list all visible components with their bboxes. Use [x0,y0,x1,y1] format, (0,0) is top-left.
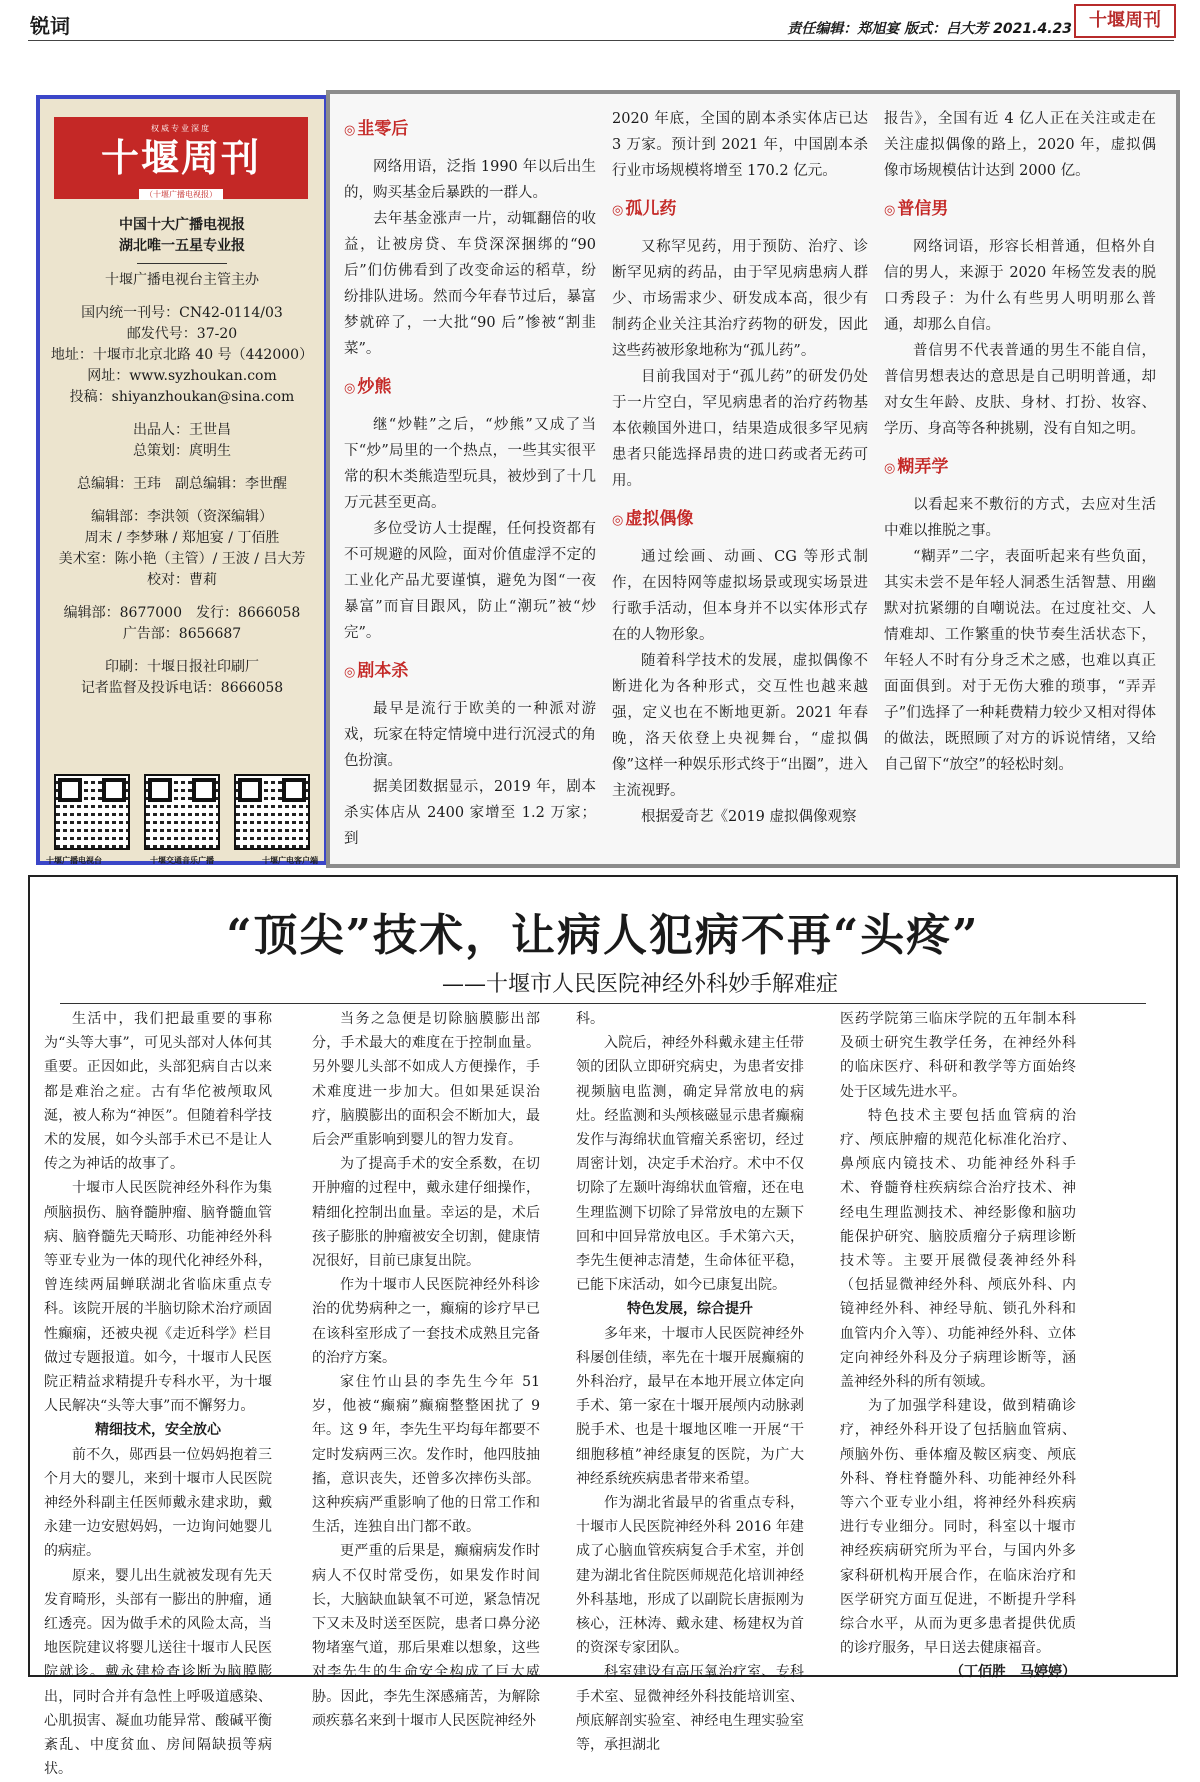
article-column-1 [44,1007,272,1782]
term-paragraph: 网络用语，泛指 1990 年以后出生的，购买基金后暴跌的一群人。 [344,159,596,201]
section-heading: 精细技术，安全放心 [95,1422,221,1439]
bullet-icon: ◎ [884,461,896,476]
article-paragraph: 科室建设有高压氧治疗室、专科手术室、显微神经外科技能培训室、颅底解剖实验室、神经电生理实验室等，承担湖北 [576,1664,804,1754]
masthead-title: 十堰周刊 [100,135,261,180]
article-column-3 [576,1007,804,1757]
printer: 印刷：十堰日报社印刷厂 [105,659,259,675]
article-divider [60,1003,1146,1004]
bullet-icon: ◎ [344,381,356,396]
terms-column-1 [344,106,596,852]
qr-code-radio[interactable] [144,774,220,850]
term-heading: ◎ 虚拟偶像 [612,509,694,529]
terms-column-3 [884,106,1156,778]
website[interactable]: 网址：www.syzhoukan.com [87,368,277,384]
bullet-icon: ◎ [344,123,356,138]
masthead-subtitle: （十堰广播电视报） [139,189,223,200]
term-paragraph: 网络词语，形容长相普通，但格外自信的男人，来源于 2020 年杨笠发表的脱口秀段子：为什么有些男人明明那么普通，却那么自信。 [884,239,1156,333]
article-paragraph: 作为湖北省最早的省重点专科，十堰市人民医院神经外科 2016 年建成了心脑血管疾病复合手术室，并创建为湖北省住院医师规范化培训神经外科基地，形成了以副院长唐振刚为核心，汪林涛、戴永建、杨建权为首的资深专家团队。 [576,1495,804,1657]
term-paragraph: 多位受访人士提醒，任何投资都有不可规避的风险，面对价值虚浮不定的工业化产品尤要谨慎，避免为图“一夜暴富”而盲目跟风，防止“潮玩”被“炒完”。 [344,521,596,641]
term-paragraph: 随着科学技术的发展，虚拟偶像不断进化为各种形式，交互性也越来越强，定义也在不断地更新。2021 年春晚，洛天依登上央视舞台，“虚拟偶像”这样一种娱乐形式终于“出圈”，进入主流视野。 [612,653,868,799]
term-paragraph: 据美团数据显示，2019 年，剧本杀实体店从 2400 家增至 1.2 万家；到 [344,779,596,847]
article-paragraph: 入院后，神经外科戴永建主任带领的团队立即研究病史，为患者安排视频脑电监测，确定异常放电的病灶。经监测和头颅核磁显示患者癫痫发作与海绵状血管瘤关系密切，经过周密计划，决定手术治疗。术中不仅切除了左颞叶海绵状血管瘤，还在电生理监测下切除了异常放电的左颞下回和中回异常放电区。手术第六天，李先生便神志清楚，生命体征平稳，已能下床活动，如今已康复出院。 [576,1035,804,1294]
masthead-slogan: 权威专业深度 [151,124,211,133]
article-paragraph: 科。 [576,1011,604,1027]
masthead-divider [137,263,227,264]
term-paragraph: 以看起来不敷衍的方式，去应对生活中难以推脱之事。 [884,497,1156,539]
complaint-line: 记者监督及投诉电话：8666058 [80,680,284,696]
term-heading: ◎ 炒熊 [344,377,392,397]
term-paragraph: 根据爱奇艺《2019 虚拟偶像观察 [641,809,857,825]
term-paragraph: 通过绘画、动画、CG 等形式制作，在因特网等虚拟场景或现实场景进行歌手活动，但本身并不以实体形式存在的人物形象。 [612,549,868,643]
term-paragraph: 普信男不代表普通的男生不能自信，普信男想表达的意思是自己明明普通，却对女生年龄、皮肤、身材、打扮、妆容、学历、身高等各种挑剔，没有自知之明。 [884,343,1156,437]
qr-code-app[interactable] [234,774,310,850]
cn-number: 国内统一刊号：CN42-0114/03 [81,305,283,321]
qr-label: 十堰交通音乐广播 [150,856,214,865]
term-paragraph: 去年基金涨声一片，动辄翻倍的收益，让被房贷、车贷深深捆绑的“90后”们仿佛看到了改变命运的稻草，纷纷排队进场。然而今年春节过后，暴富梦就碎了，一大批“90 后”惨被“割韭菜”。 [344,211,596,357]
art-dept: 美术室：陈小艳（主管）/ 王波 / 吕大芳 [58,551,306,567]
term-paragraph: 继“炒鞋”之后，“炒熊”又成了当下“炒”局里的一个热点，一些其实很平常的积木类熊造型玩具，被炒到了十几万元甚至更高。 [344,417,596,511]
term-heading: ◎ 糊弄学 [884,457,949,477]
article-column-2 [312,1007,540,1733]
term-heading: ◎ 孤儿药 [612,199,677,219]
article-paragraph: 家住竹山县的李先生今年 51 岁，他被“癫痫”癫痫整整困扰了 9 年。这 9 年，李先生平均每年都要不定时发病两三次。发作时，他四肢抽搐，意识丧失，还曾多次摔伤头部。这种疾病严重影响了他的日常工作和生活，连独自出门都不敢。 [312,1374,540,1536]
article-paragraph: 生活中，我们把最重要的事称为“头等大事”，可见头部对人体何其重要。正因如此，头部犯病自古以来都是难治之症。古有华佗被颅取风涎，被人称为“神医”。但随着科学技术的发展，如今头部手术已不是让人传之为神话的故事了。 [44,1011,272,1173]
term-paragraph: 2020 年底，全国的剧本杀实体店已达 3 万家。预计到 2021 年，中国剧本杀行业市场规模将增至 170.2 亿元。 [612,111,868,179]
term-heading: ◎ 普信男 [884,199,949,219]
masthead-panel [36,95,328,865]
article-paragraph: 为了提高手术的安全系数，在切开肿瘤的过程中，戴永建仔细操作，精细化控制出血量。幸运的是，术后孩子膨胀的肿瘤被安全切割，健康情况很好，目前已康复出院。 [312,1156,540,1270]
phone-line-1: 编辑部：8677000 发行：8666058 [63,605,301,621]
masthead-info [40,215,324,699]
planner: 总策划：庹明生 [133,443,231,459]
publisher: 出品人：王世昌 [133,422,231,438]
article-paragraph: 当务之急便是切除脑膜膨出部分，手术最大的难度在于控制血量。另外婴儿头部不如成人方便操作，手术难度进一步加大。但如果延误治疗，脑膜膨出的面积会不断加大，最后会严重影响到婴儿的智力发育。 [312,1011,540,1149]
editorial-dept: 编辑部：李洪领（资深编辑） [91,509,273,525]
qr-code-row [54,774,310,850]
article-paragraph: 十堰市人民医院神经外科作为集颅脑损伤、脑脊髓肿瘤、脑脊髓血管病、脑脊髓先天畸形、功能神经外科等亚专业为一体的现代化神经外科，曾连续两届蝉联湖北省临床重点专科。该院开展的半脑切除术治疗顽固性癫痫，还被央视《走近科学》栏目做过专题报道。如今，十堰市人民医院正精益求精提升专科水平，为十堰人民解决“头等大事”而不懈努力。 [44,1180,272,1415]
bullet-icon: ◎ [344,665,356,680]
qr-label: 十堰广电客户端 [262,856,318,865]
post-code: 邮发代号：37-20 [126,326,238,342]
section-label: 锐词 [30,14,70,38]
email[interactable]: 投稿：shiyanzhoukan@sina.com [69,389,295,405]
article-paragraph: 更严重的后果是，癫痫病发作时病人不仅时常受伤，如果发作时间长，大脑缺血缺氧不可逆，紧急情况下又未及时送至医院，患者口鼻分泌物堵塞气道，那后果难以想象，这些对李先生的生命安全构成了巨大威胁。因此，李先生深感痛苦，为解除顽疾慕名来到十堰市人民医院神经外 [312,1543,540,1729]
article-byline: （丁佰胜 马婷婷） [950,1664,1076,1681]
header-brand: 十堰周刊 [1074,4,1176,38]
article-paragraph: 原来，婴儿出生就被发现有先天发育畸形，头部有一膨出的肿瘤，通红透亮。因为做手术的风险太高，当地医院建议将婴儿送往十堰市人民医院就诊。戴永建检查诊断为脑膜膨出，同时合并有急性上呼吸道感染、心肌损害、凝血功能异常、酸碱平衡紊乱、中度贫血、房间隔缺损等病状。 [44,1567,272,1778]
sponsor-line: 十堰广播电视台主管主办 [105,272,259,288]
masthead-logo [54,117,308,199]
phone-line-2: 广告部：8656687 [122,626,242,642]
article-paragraph: 特色技术主要包括血管病的治疗、颅底肿瘤的规范化标准化治疗、鼻颅底内镜技术、功能神经外科手术、脊髓脊柱疾病综合治疗技术、神经电生理监测技术、神经影像和脑功能保护研究、脑胶质瘤分子病理诊断技术等。主要开展微侵袭神经外科（包括显微神经外科、颅底外科、内镜神经外科、神经导航、锁孔外科和血管内介入等）、功能神经外科、立体定向神经外科及分子病理诊断等，涵盖神经外科的所有领域。 [840,1107,1076,1391]
bullet-icon: ◎ [612,513,624,528]
term-paragraph: “糊弄”二字，表面听起来有些负面，其实未尝不是年轻人洞悉生活智慧、用幽默对抗紧绷的自嘲说法。在过度社交、人情难却、工作繁重的快节奏生活状态下，年轻人不时有分身乏术之感，也难以真正面面俱到。对于无伤大雅的琐事，“弄弄子”们选择了一种耗费精力较少又相对得体的做法，既照顾了对方的诉说情绪，又给自己留下“放空”的轻松时刻。 [884,549,1156,773]
term-paragraph: 最早是流行于欧美的一种派对游戏，玩家在特定情境中进行沉浸式的角色扮演。 [344,701,596,769]
buzzwords-box [326,90,1180,868]
term-heading: ◎ 韭零后 [344,119,409,139]
article-subtitle: ——十堰市人民医院神经外科妙手解难症 [441,972,838,997]
section-heading: 特色发展，综合提升 [627,1301,753,1318]
header-divider [28,40,1174,41]
term-paragraph: 又称罕见药，用于预防、治疗、诊断罕见病的药品，由于罕见病患病人群少、市场需求少、研发成本高，很少有制药企业关注其治疗药物的研发，因此这些药被形象地称为“孤儿药”。 [612,239,868,359]
article-paragraph: 作为十堰市人民医院神经外科诊治的优势病种之一，癫痫的诊疗早已在该科室形成了一套技术成熟且完备的治疗方案。 [312,1277,540,1366]
address: 地址：十堰市北京北路 40 号（442000） [50,347,314,363]
bullet-icon: ◎ [612,203,624,218]
term-paragraph: 报告》，全国有近 4 亿人正在关注或走在关注虚拟偶像的路上，2020 年，虚拟偶像市场规模估计达到 2000 亿。 [884,111,1156,179]
article-paragraph: 多年来，十堰市人民医院神经外科屡创佳绩，率先在十堰开展癫痫的外科治疗，最早在本地开展立体定向手术、第一家在十堰开展颅内动脉剥脱手术、也是十堰地区唯一开展“干细胞移植”神经康复的医院，为广大神经系统疾病患者带来希望。 [576,1325,804,1487]
qr-label: 十堰广播电视台 [46,856,102,865]
terms-column-2 [612,106,868,830]
article-title: “顶尖”技术，让病人犯病不再“头疼” [226,910,980,961]
feature-article [28,875,1178,1778]
chief-editor: 总编辑：王玮 副总编辑：李世醒 [77,476,287,492]
article-column-4 [840,1007,1076,1685]
qr-code-tv[interactable] [54,774,130,850]
term-paragraph: 目前我国对于“孤儿药”的研发仍处于一片空白，罕见病患者的治疗药物基本依赖国外进口，结果造成很多罕见病患者只能选择昂贵的进口药或者无药可用。 [612,369,868,489]
editor-credits: 责任编辑：郑旭宴 版式：吕大芳 2021.4.23 [787,21,1072,37]
article-paragraph: 前不久，郧西县一位妈妈抱着三个月大的婴儿，来到十堰市人民医院神经外科副主任医师戴永建求助，戴永建一边安慰妈妈，一边询问她婴儿的病症。 [44,1446,272,1560]
qr-labels [46,855,318,866]
article-paragraph: 医药学院第三临床学院的五年制本科及硕士研究生教学任务，在神经外科的临床医疗、科研和教学等方面始终处于区域先进水平。 [840,1011,1076,1100]
tag-award: 中国十大广播电视报 [119,217,245,233]
proofreader: 校对：曹莉 [147,572,217,588]
tag-rank: 湖北唯一五星专业报 [119,238,245,254]
editors-list: 周末 / 李梦琳 / 郑旭宴 / 丁佰胜 [84,530,280,546]
article-paragraph: 为了加强学科建设，做到精确诊疗，神经外科开设了包括脑血管病、颅脑外伤、垂体瘤及鞍区病变、颅底外科、脊柱脊髓外科、功能神经外科等六个亚专业小组，将神经外科疾病进行专业细分。同时，科室以十堰市神经疾病研究所为平台，与国内外多家科研机构开展合作，在临床治疗和医学研究方面互促进，不断提升学科综合水平，从而为更多患者提供优质的诊疗服务，早日送去健康福音。 [840,1398,1076,1657]
term-heading: ◎ 剧本杀 [344,661,409,681]
bullet-icon: ◎ [884,203,896,218]
